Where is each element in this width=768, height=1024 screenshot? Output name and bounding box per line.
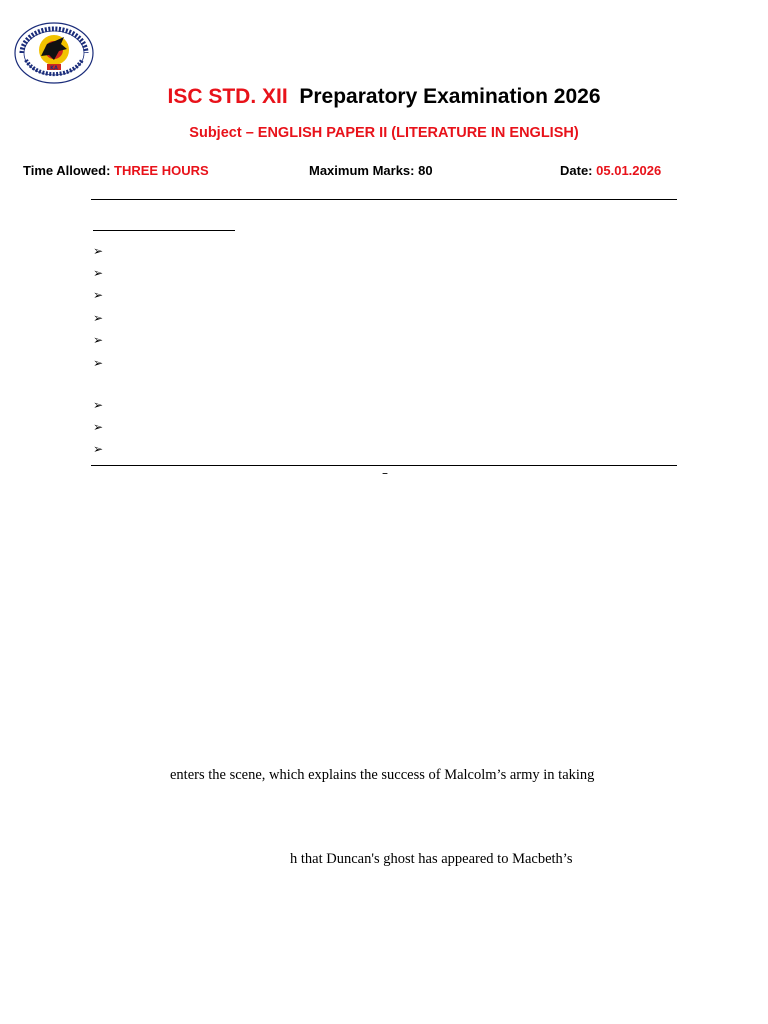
bullet-icon: ➢ — [93, 356, 104, 370]
association-seal-icon — [14, 22, 94, 84]
exam-title-class: ISC STD. XII — [167, 85, 288, 108]
exam-title — [0, 85, 768, 109]
maximum-marks: Maximum Marks: 80 — [309, 163, 433, 178]
bullet-icon: ➢ — [93, 244, 104, 258]
time-allowed-value: THREE HOURS — [114, 163, 209, 178]
association-logo — [14, 22, 94, 84]
divider-top — [91, 199, 677, 200]
bullet-icon: ➢ — [93, 333, 104, 347]
bullet-icon: ➢ — [93, 311, 104, 325]
bullet-icon: ➢ — [93, 442, 104, 456]
exam-date — [560, 163, 661, 178]
time-allowed-label: Time Allowed — [23, 163, 107, 178]
bullet-icon: ➢ — [93, 266, 104, 280]
svg-text:KA: KA — [50, 65, 58, 72]
exam-date-value: 05.01.2026 — [596, 163, 662, 178]
bullet-icon: ➢ — [93, 420, 104, 434]
exam-date-label: Date: — [560, 163, 593, 178]
center-dash: – — [382, 466, 388, 480]
bullet-icon: ➢ — [93, 288, 104, 302]
body-text-line: h that Duncan's ghost has appeared to Macbeth’s — [290, 851, 573, 867]
exam-subject: Subject – ENGLISH PAPER II (LITERATURE IN ENGLISH) — [189, 125, 579, 141]
body-text-line: enters the scene, which explains the success of Malcolm’s army in taking — [170, 767, 595, 783]
time-allowed: Time Allowed: THREE HOURS — [23, 163, 209, 178]
bullet-icon: ➢ — [93, 398, 104, 412]
exam-title-name: Preparatory Examination 2026 — [299, 85, 601, 108]
heading-underline — [93, 230, 235, 231]
